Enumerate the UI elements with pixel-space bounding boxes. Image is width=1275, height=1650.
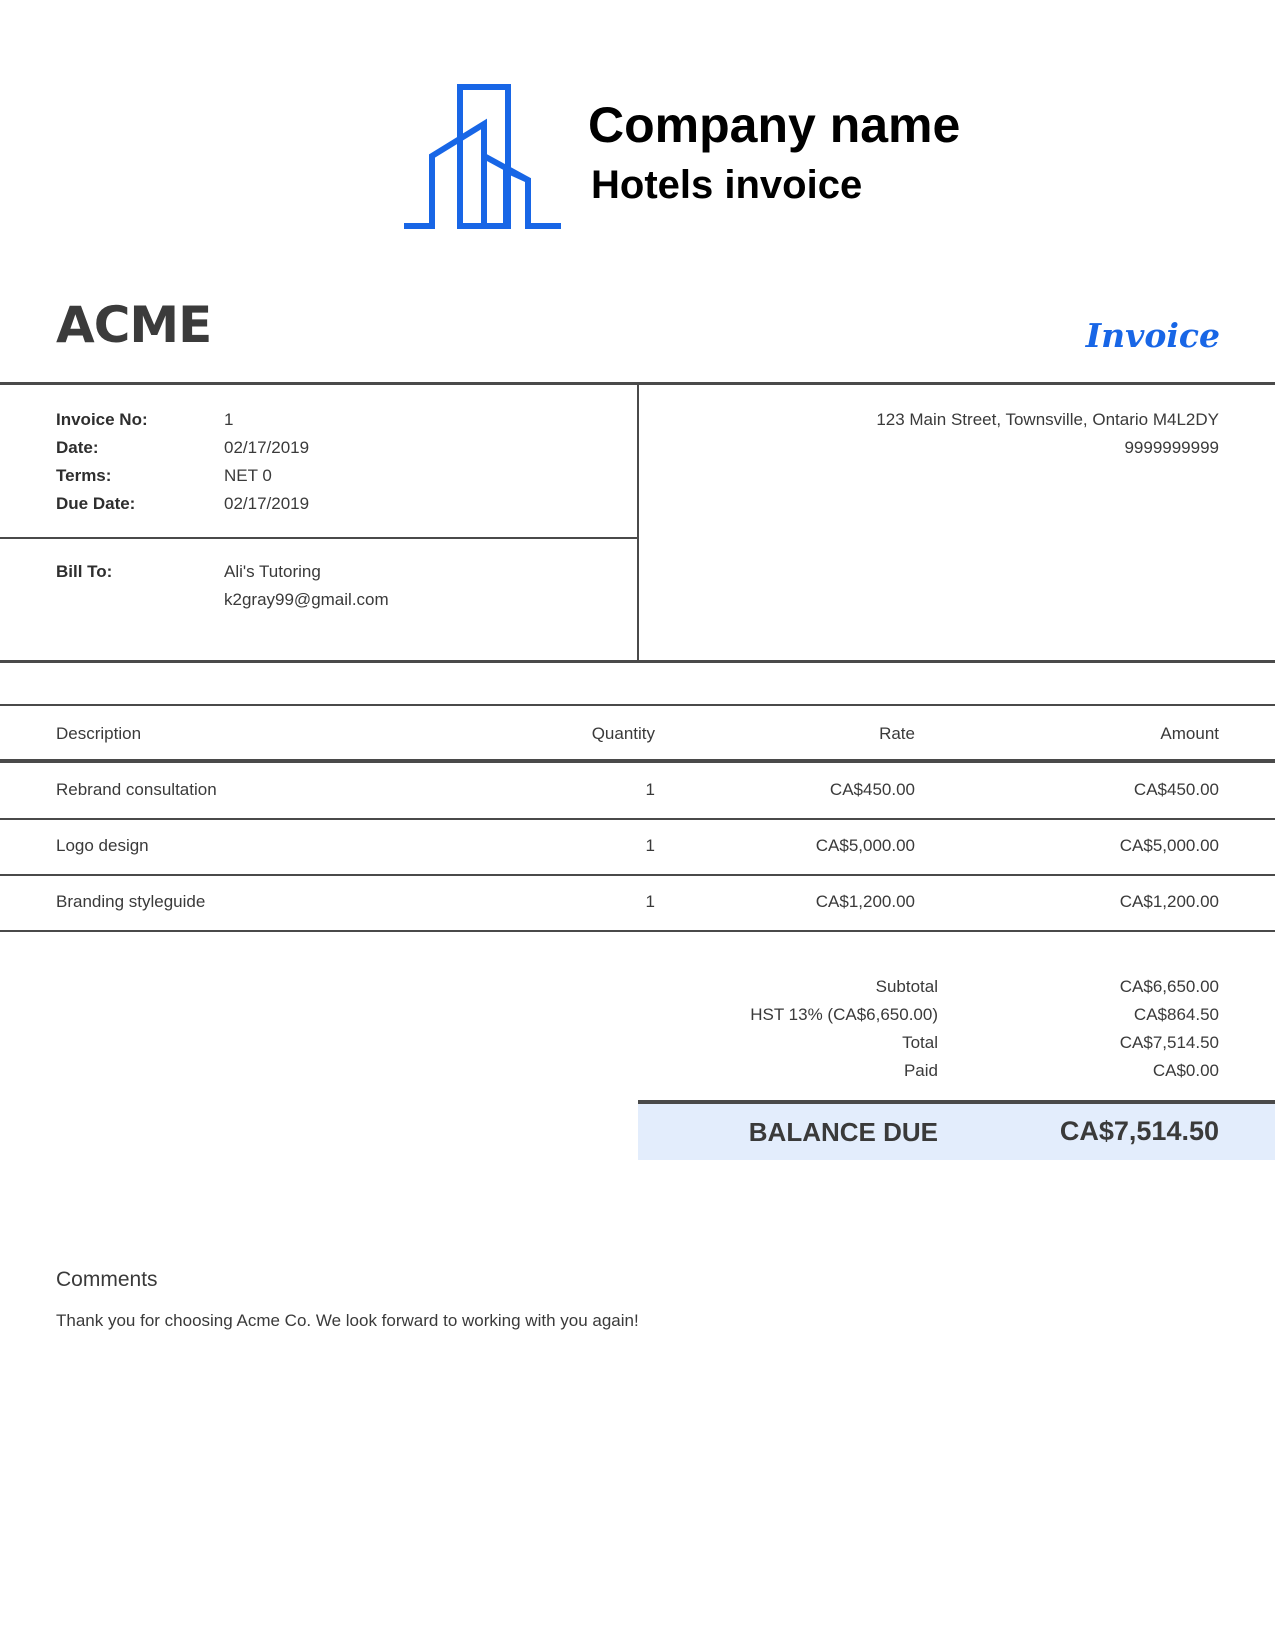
date-label: Date: [56,438,99,457]
subtotal-value: CA$6,650.00 [1119,977,1219,996]
balance-due-value: CA$7,514.50 [1059,1116,1219,1146]
row-rate: CA$450.00 [829,780,915,799]
row-quantity: 1 [645,836,655,855]
row-amount: CA$450.00 [1133,780,1219,799]
seller-phone: 9999999999 [1124,438,1219,457]
row-quantity: 1 [645,780,655,799]
subtotal-label: Subtotal [875,977,938,996]
company-name: Company name [588,97,961,153]
row-description: Rebrand consultation [56,780,217,799]
divider [0,930,1275,932]
paid-value: CA$0.00 [1152,1061,1219,1080]
divider [0,759,1275,763]
bill-to-name: Ali's Tutoring [224,562,321,581]
invoice-title: Invoice [1085,316,1220,355]
row-description: Logo design [56,836,149,855]
terms-label: Terms: [56,466,112,485]
col-header-description: Description [56,724,142,743]
vertical-divider [637,385,639,662]
row-rate: CA$5,000.00 [815,836,915,855]
divider [0,537,637,539]
row-rate: CA$1,200.00 [815,892,915,911]
col-header-quantity: Quantity [591,724,655,743]
total-value: CA$7,514.50 [1119,1033,1219,1052]
date-value: 02/17/2019 [224,438,310,457]
divider [0,818,1275,820]
comments-text: Thank you for choosing Acme Co. We look forward to working with you again! [56,1311,639,1330]
divider [0,660,1275,663]
row-description: Branding styleguide [56,892,206,911]
divider [0,704,1275,706]
comments-heading: Comments [56,1268,158,1291]
row-amount: CA$5,000.00 [1119,836,1219,855]
row-quantity: 1 [645,892,655,911]
brand-logo-text: ACME [56,296,212,354]
balance-due-label: BALANCE DUE [748,1117,938,1147]
row-amount: CA$1,200.00 [1119,892,1219,911]
document-subtitle: Hotels invoice [591,163,863,207]
col-header-amount: Amount [1160,724,1219,743]
invoice-number-value: 1 [224,410,234,429]
total-label: Total [902,1033,938,1052]
invoice-number-label: Invoice No: [56,410,148,429]
due-date-label: Due Date: [56,494,136,513]
col-header-rate: Rate [879,724,915,743]
tax-label: HST 13% (CA$6,650.00) [750,1005,938,1024]
bill-to-label: Bill To: [56,562,113,581]
terms-value: NET 0 [224,466,272,485]
building-icon [404,84,562,230]
divider [0,874,1275,876]
due-date-value: 02/17/2019 [224,494,310,513]
tax-value: CA$864.50 [1133,1005,1219,1024]
bill-to-email: k2gray99@gmail.com [224,590,389,609]
paid-label: Paid [903,1061,938,1080]
seller-address: 123 Main Street, Townsville, Ontario M4L2DY [876,410,1219,429]
